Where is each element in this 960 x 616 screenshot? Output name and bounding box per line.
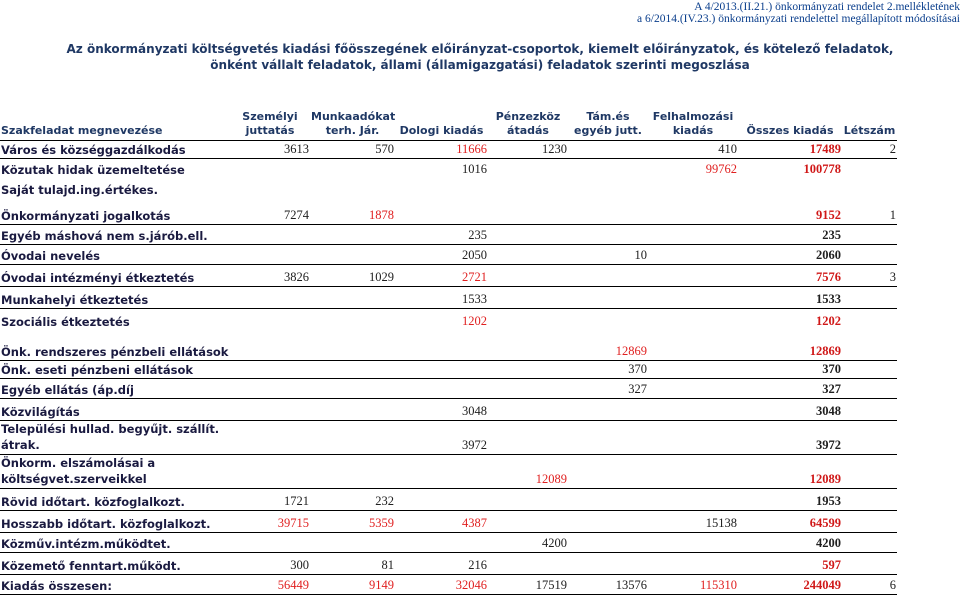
row-name: Közemető fenntart.működt. bbox=[0, 552, 230, 574]
cell-osszes: 3972 bbox=[738, 420, 842, 454]
row-name: Települési hullad. begyűjt. szállít. átrak. bbox=[0, 420, 230, 454]
row-name: Óvodai intézményi étkeztetés bbox=[0, 264, 230, 286]
row-name: Kiadás összesen: bbox=[0, 574, 230, 594]
cell-osszes: 235 bbox=[738, 224, 842, 244]
cell-letszam: 1 bbox=[842, 198, 897, 224]
cell-tam: 370 bbox=[568, 360, 648, 378]
cell-penz bbox=[488, 360, 568, 378]
cell-munk: 9149 bbox=[310, 574, 395, 594]
cell-munk bbox=[310, 178, 395, 198]
cell-osszes: 1533 bbox=[738, 286, 842, 308]
cell-munk: 232 bbox=[310, 488, 395, 510]
cell-munk bbox=[310, 378, 395, 398]
cell-letszam bbox=[842, 224, 897, 244]
cell-letszam bbox=[842, 552, 897, 574]
cell-osszes: 12089 bbox=[738, 454, 842, 488]
cell-osszes: 597 bbox=[738, 552, 842, 574]
cell-letszam bbox=[842, 488, 897, 510]
row-name: Szociális étkeztetés bbox=[1, 315, 130, 329]
cell-dolog: 2050 bbox=[395, 244, 488, 264]
row-name: Hosszabb időtart. közfoglalkozt. bbox=[0, 510, 230, 532]
cell-tam bbox=[568, 552, 648, 574]
cell-felh bbox=[648, 308, 738, 330]
table-row bbox=[0, 198, 897, 224]
cell-osszes: 64599 bbox=[738, 510, 842, 532]
expense-table bbox=[0, 104, 897, 595]
table-row bbox=[0, 178, 897, 198]
cell-dolog bbox=[395, 532, 488, 552]
cell-penz bbox=[488, 198, 568, 224]
cell-dolog: 1016 bbox=[462, 162, 487, 176]
cell-munk: 1029 bbox=[310, 264, 395, 286]
row-name: Rövid időtart. közfoglalkozt. bbox=[0, 488, 230, 510]
col-header-name: Szakfeladat megnevezése bbox=[0, 104, 230, 140]
cell-tam bbox=[568, 264, 648, 286]
row-name: Önkormányzati jogalkotás bbox=[0, 198, 230, 224]
cell-munk bbox=[310, 158, 395, 178]
cell-penz bbox=[488, 264, 568, 286]
cell-penz bbox=[488, 178, 568, 198]
col-header-penzeszkoz: Pénzezköz átadás bbox=[488, 104, 568, 140]
document-header bbox=[637, 1, 960, 25]
cell-munk: 5359 bbox=[310, 510, 395, 532]
cell-letszam bbox=[842, 158, 897, 178]
cell-szem bbox=[230, 420, 310, 454]
cell-letszam bbox=[842, 360, 897, 378]
cell-szem: 1721 bbox=[230, 488, 310, 510]
cell-szem: 3613 bbox=[230, 140, 310, 158]
cell-letszam: 2 bbox=[842, 140, 897, 158]
table-row bbox=[0, 488, 897, 510]
cell-szem bbox=[230, 532, 310, 552]
col-header-felhalmozasi: Felhalmozási kiadás bbox=[648, 104, 738, 140]
table-row bbox=[0, 308, 897, 330]
cell-dolog: 3972 bbox=[395, 420, 488, 454]
cell-osszes: 17489 bbox=[738, 140, 842, 158]
header-line-2: a 6/2014.(IV.23.) önkormányzati rendelettel megállapított módosításai bbox=[637, 13, 960, 25]
title-line-1: Az önkormányzati költségvetés kiadási főösszegének előirányzat-csoportok, kiemelt előirányzatok, és kötelező feladatok, bbox=[66, 42, 894, 56]
cell-dolog bbox=[395, 454, 488, 488]
table-row bbox=[0, 532, 897, 552]
cell-szem: 300 bbox=[230, 552, 310, 574]
table-row bbox=[0, 264, 897, 286]
cell-dolog: 2721 bbox=[395, 264, 488, 286]
cell-felh bbox=[648, 330, 738, 360]
cell-szem bbox=[230, 454, 310, 488]
cell-letszam bbox=[842, 420, 897, 454]
header-line-1: A 4/2013.(II.21.) önkormányzati rendelet 2.mellékletének bbox=[694, 1, 960, 13]
cell-munk bbox=[310, 360, 395, 378]
table-row bbox=[0, 286, 897, 308]
document-title bbox=[0, 41, 960, 73]
cell-letszam bbox=[842, 244, 897, 264]
cell-felh bbox=[648, 264, 738, 286]
col-header-tam: Tám.és egyéb jutt. bbox=[568, 104, 648, 140]
cell-dolog bbox=[395, 198, 488, 224]
cell-felh bbox=[648, 454, 738, 488]
table-row bbox=[0, 140, 897, 158]
row-name: Közvilágítás bbox=[0, 398, 230, 420]
col-header-szemelyi: Személyi juttatás bbox=[230, 104, 310, 140]
cell-szem bbox=[230, 224, 310, 244]
cell-letszam bbox=[842, 330, 897, 360]
cell-szem: 3826 bbox=[230, 264, 310, 286]
cell-tam bbox=[568, 420, 648, 454]
cell-dolog bbox=[395, 488, 488, 510]
cell-penz: 17519 bbox=[488, 574, 568, 594]
table-row bbox=[0, 224, 897, 244]
cell-dolog: 4387 bbox=[395, 510, 488, 532]
cell-szem bbox=[230, 308, 310, 330]
cell-tam bbox=[568, 488, 648, 510]
cell-penz bbox=[488, 420, 568, 454]
cell-szem bbox=[230, 360, 310, 378]
cell-penz: 1230 bbox=[488, 140, 568, 158]
cell-felh bbox=[648, 360, 738, 378]
cell-dolog: 235 bbox=[395, 224, 488, 244]
row-name: Önk. eseti pénzbeni ellátások bbox=[0, 360, 230, 378]
table-row bbox=[0, 378, 897, 398]
cell-dolog: 1533 bbox=[395, 286, 488, 308]
cell-munk bbox=[310, 398, 395, 420]
cell-szem bbox=[230, 398, 310, 420]
cell-tam bbox=[568, 198, 648, 224]
cell-felh bbox=[648, 378, 738, 398]
cell-szem: 7274 bbox=[230, 198, 310, 224]
cell-osszes: 7576 bbox=[738, 264, 842, 286]
cell-felh bbox=[648, 552, 738, 574]
cell-penz bbox=[488, 286, 568, 308]
cell-osszes: 244049 bbox=[738, 574, 842, 594]
cell-felh bbox=[648, 224, 738, 244]
cell-munk bbox=[310, 224, 395, 244]
cell-dolog: 1202 bbox=[462, 314, 487, 328]
cell-penz bbox=[488, 552, 568, 574]
cell-penz bbox=[488, 488, 568, 510]
cell-dolog: 3048 bbox=[395, 398, 488, 420]
row-name: Egyéb máshová nem s.járób.ell. bbox=[0, 224, 230, 244]
row-name: Közutak hidak üzemeltetése bbox=[1, 163, 185, 177]
cell-letszam: 3 bbox=[842, 264, 897, 286]
cell-tam bbox=[568, 140, 648, 158]
cell-felh bbox=[648, 286, 738, 308]
cell-szem: 39715 bbox=[230, 510, 310, 532]
cell-osszes: 1202 bbox=[816, 314, 841, 328]
table-row bbox=[0, 158, 897, 178]
cell-osszes: 12869 bbox=[738, 330, 842, 360]
cell-letszam bbox=[842, 454, 897, 488]
cell-dolog bbox=[395, 330, 488, 360]
cell-penz: 12089 bbox=[488, 454, 568, 488]
row-name: Egyéb ellátás (áp.díj bbox=[0, 378, 230, 398]
cell-szem bbox=[230, 330, 310, 360]
cell-letszam bbox=[842, 532, 897, 552]
row-name: Önkorm. elszámolásai a költségvet.szerveikkel bbox=[0, 454, 230, 488]
cell-dolog bbox=[395, 378, 488, 398]
cell-letszam bbox=[842, 286, 897, 308]
cell-letszam bbox=[842, 398, 897, 420]
table-row bbox=[0, 552, 897, 574]
cell-penz bbox=[488, 308, 568, 330]
table-header-row bbox=[0, 104, 897, 140]
cell-tam bbox=[568, 158, 648, 178]
cell-felh: 99762 bbox=[705, 162, 737, 176]
table-row bbox=[0, 360, 897, 378]
cell-felh bbox=[648, 420, 738, 454]
cell-tam bbox=[568, 398, 648, 420]
cell-felh: 15138 bbox=[648, 510, 738, 532]
cell-osszes: 370 bbox=[738, 360, 842, 378]
cell-szem bbox=[230, 286, 310, 308]
cell-munk bbox=[310, 244, 395, 264]
cell-munk bbox=[310, 532, 395, 552]
cell-tam bbox=[568, 178, 648, 198]
table-row bbox=[0, 420, 897, 454]
cell-felh bbox=[648, 398, 738, 420]
cell-tam: 10 bbox=[568, 244, 648, 264]
cell-tam: 12869 bbox=[568, 330, 648, 360]
table-row bbox=[0, 244, 897, 264]
cell-penz bbox=[488, 158, 568, 178]
table-row bbox=[0, 330, 897, 360]
cell-szem: 56449 bbox=[230, 574, 310, 594]
cell-munk bbox=[310, 286, 395, 308]
cell-szem bbox=[230, 378, 310, 398]
cell-felh bbox=[648, 178, 738, 198]
cell-munk: 1878 bbox=[310, 198, 395, 224]
row-name: Közműv.intézm.működtet. bbox=[0, 532, 230, 552]
cell-osszes: 1953 bbox=[738, 488, 842, 510]
cell-felh bbox=[648, 488, 738, 510]
cell-osszes: 2060 bbox=[738, 244, 842, 264]
cell-penz bbox=[488, 330, 568, 360]
title-line-2: önként vállalt feladatok, állami (államigazgatási) feladatok szerinti megoszlása bbox=[210, 58, 750, 72]
cell-penz bbox=[488, 398, 568, 420]
table-row bbox=[0, 510, 897, 532]
cell-letszam bbox=[842, 510, 897, 532]
cell-tam bbox=[568, 510, 648, 532]
cell-osszes bbox=[738, 178, 842, 198]
cell-munk bbox=[310, 420, 395, 454]
cell-osszes: 327 bbox=[738, 378, 842, 398]
table-row bbox=[0, 454, 897, 488]
cell-osszes: 9152 bbox=[738, 198, 842, 224]
cell-felh bbox=[648, 244, 738, 264]
table-row bbox=[0, 398, 897, 420]
row-name: Óvodai nevelés bbox=[0, 244, 230, 264]
cell-dolog bbox=[395, 178, 488, 198]
cell-penz bbox=[488, 378, 568, 398]
row-name: Munkahelyi étkeztetés bbox=[0, 286, 230, 308]
cell-munk bbox=[310, 308, 395, 330]
row-name: Önk. rendszeres pénzbeli ellátások bbox=[0, 330, 230, 360]
col-header-letszam: Létszám bbox=[842, 104, 897, 140]
cell-letszam: 6 bbox=[842, 574, 897, 594]
cell-szem bbox=[230, 158, 310, 178]
table-row bbox=[0, 574, 897, 594]
cell-osszes: 100778 bbox=[803, 162, 841, 176]
cell-tam bbox=[568, 286, 648, 308]
cell-munk: 570 bbox=[310, 140, 395, 158]
cell-dolog: 32046 bbox=[395, 574, 488, 594]
cell-dolog bbox=[395, 360, 488, 378]
cell-felh bbox=[648, 198, 738, 224]
cell-tam: 13576 bbox=[568, 574, 648, 594]
cell-osszes: 3048 bbox=[738, 398, 842, 420]
cell-tam bbox=[568, 532, 648, 552]
cell-letszam bbox=[842, 178, 897, 198]
cell-felh: 115310 bbox=[648, 574, 738, 594]
cell-munk bbox=[310, 454, 395, 488]
cell-penz: 4200 bbox=[488, 532, 568, 552]
cell-penz bbox=[488, 224, 568, 244]
cell-dolog: 216 bbox=[395, 552, 488, 574]
cell-felh bbox=[648, 532, 738, 552]
cell-tam bbox=[568, 224, 648, 244]
cell-felh: 410 bbox=[648, 140, 738, 158]
cell-letszam bbox=[842, 378, 897, 398]
cell-osszes: 4200 bbox=[738, 532, 842, 552]
col-header-osszes: Összes kiadás bbox=[738, 104, 842, 140]
cell-szem bbox=[230, 244, 310, 264]
cell-tam: 327 bbox=[568, 378, 648, 398]
cell-munk: 81 bbox=[310, 552, 395, 574]
cell-dolog: 11666 bbox=[395, 140, 488, 158]
row-name: Város és községgazdálkodás bbox=[0, 140, 230, 158]
cell-szem bbox=[230, 178, 310, 198]
cell-letszam bbox=[842, 308, 897, 330]
cell-penz bbox=[488, 244, 568, 264]
row-name: Saját tulajd.ing.értékes. bbox=[1, 183, 159, 197]
cell-tam bbox=[568, 454, 648, 488]
cell-munk bbox=[310, 330, 395, 360]
col-header-dologi: Dologi kiadás bbox=[395, 104, 488, 140]
cell-tam bbox=[568, 308, 648, 330]
cell-penz bbox=[488, 510, 568, 532]
col-header-munkaado: Munkaadókat terh. Jár. bbox=[310, 104, 395, 140]
